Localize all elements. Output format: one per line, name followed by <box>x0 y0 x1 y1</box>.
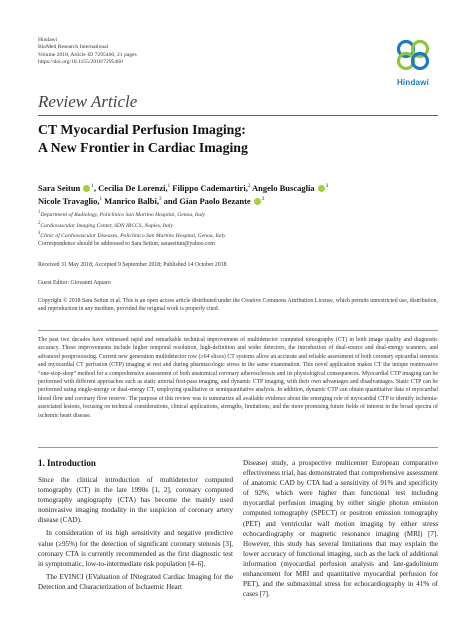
title-line-1: CT Myocardial Perfusion Imaging: <box>38 122 246 137</box>
author-affil-sup: 3 <box>158 197 162 203</box>
abstract: The past two decades have witnessed rapid and remarkable technical improvement of multidetector computed tomography (CT) in both image quality and diagnostic accuracy. These improvements include higher temporal resolution, high-definition and wider detectors, the introduction of dual-source and dual-energy scanners, and advanced postprocessing. Current new generation multidetector row (≥64 slices) CT systems allow an accurate and reliable assessment of both coronary epicardial stenosis and myocardial CT perfusion (CTP) imaging at rest and during pharmacologic stress in the same examination. This novel application makes CT the unique noninvasive “one-stop-shop” method for a comprehensive assessment of both anatomical coronary atherosclerosis and its physiological consequences. Myocardial CTP imaging can be performed with different approaches such as static arterial first-pass imaging, and dynamic CTP imaging, with their own advantages and disadvantages. Static CTP can be performed using single-energy or dual-energy CT, employing qualitative or semiquantitative analysis. In addition, dynamic CTP can obtain quantitative data of myocardial blood flow and coronary flow reserve. The purpose of this review was to summarize all available evidence about the emerging role of myocardial CTP to identify ischemia-associated lesions, focusing on technical considerations, clinical applications, strengths, limitations, and the more promising future fields of interest in the broad spectra of ischemic heart disease. <box>38 337 438 419</box>
affiliation-item: $^2$Cardiovascular Imaging Center, SDN IRCCS, Naples, Italy <box>38 220 173 229</box>
author-list <box>38 181 438 208</box>
orcid-icon[interactable] <box>254 198 261 205</box>
body-paragraph: Since the clinical introduction of multidetector computed tomography (CT) in the late 1990s [1, 2], coronary computed tomography angiography (CTA) has become the mainly used noninvasive imaging modality in the suspicion of coronary artery disease (CAD). <box>38 476 233 525</box>
author-name: and Gian Paolo Bezante <box>161 196 251 207</box>
body-paragraph: Disease) study, a prospective multicenter European comparative effectiveness trial, has demonstrated that comprehensive assessment of anatomic CAD by CTA had a sensitivity of 91% and specificity of 92%, which were higher than functional test including myocardial perfusion imaging by either single photon emission computed tomography (SPECT) or positron emission tomography (PET) and ventricular wall motion imaging by either stress echocardiography or magnetic resonance imaging (MRI) [7]. However, this study has several limitations that may explain the lower accuracy of functional imaging, such as the lack of additional information (myocardial perfusion analysis and late-gadolinium enhancement for MRI and quantitative myocardial perfusion for PET), and the submaximal stress for echocardiography in 41% of cases [7]. <box>243 459 438 599</box>
header-divider <box>38 115 438 116</box>
author-name: , Cecilia De Lorenzi, <box>93 182 168 193</box>
affiliations <box>38 209 226 241</box>
author-affil-sup: 1 <box>167 184 171 189</box>
publisher-name: Hindawi <box>38 37 58 43</box>
title-line-2: A New Frontier in Cardiac Imaging <box>38 140 248 155</box>
copyright-notice: Copyright © 2018 Sara Seitun et al. This is an open access article distributed under the Creative Commons Attribution License, which permits unrestricted use, distribution, and reproduction in any medium, provided the original work is properly cited. <box>38 298 438 312</box>
author-name: Angelo Buscaglia <box>250 182 315 193</box>
article-title <box>38 121 438 157</box>
affiliation-item: $^3$Clinic of Cardiovascular Diseases, Policlinico San Martino Hospital, Genoa, Italy <box>38 231 226 240</box>
orcid-icon[interactable] <box>83 185 90 192</box>
hindawi-logo-text: Hindawi <box>396 78 430 87</box>
orcid-icon[interactable] <box>318 185 325 192</box>
author-affil-sup: 3 <box>261 197 265 203</box>
abstract-top-divider <box>38 330 438 331</box>
hindawi-logo <box>389 38 437 87</box>
author-name: Manrico Balbi, <box>102 196 159 207</box>
body-column-left <box>38 475 233 595</box>
journal-name: BioMed Research International <box>38 44 109 51</box>
abstract-bottom-divider <box>38 447 438 448</box>
author-affil-sup: 2 <box>247 184 251 189</box>
author-name: Nicole Travaglio, <box>38 196 100 207</box>
author-affil-sup: 1 <box>91 184 94 189</box>
guest-editor: Guest Editor: Giovanni Aquaro <box>38 280 111 286</box>
section-heading: 1. Introduction <box>38 458 96 468</box>
body-paragraph: In consideration of its high sensitivity and negative predictive value (≥95%) for the detection of significant coronary stenosis [3], coronary CTA is currently recommended as the first diagnostic test in symptomatic, low-to-intermediate risk population [4–6]. <box>38 529 233 568</box>
author-affil-sup: 1 <box>99 197 103 203</box>
body-column-right <box>243 458 438 602</box>
correspondence: Correspondence should be addressed to Sara Seitun; saraseitun@yahoo.com <box>38 241 215 247</box>
publication-dates: Received 31 May 2018; Accepted 9 September 2018; Published 14 October 2018 <box>38 262 227 268</box>
hindawi-logo-icon <box>395 38 431 72</box>
article-type: Review Article <box>38 92 138 111</box>
affiliation-item: $^1$Department of Radiology, Policlinico San Martino Hospital, Genoa, Italy <box>38 210 206 218</box>
body-paragraph: The EVINCI (EValuation of INtegrated Cardiac Imaging for the Detection and Characterization of Ischaemic Heart <box>38 572 233 591</box>
author-name: Filippo Cademartiri, <box>170 182 248 193</box>
author-affil-sup: 3 <box>325 184 329 189</box>
journal-metadata <box>38 37 137 67</box>
volume-info: Volume 2018, Article ID 7295460, 21 pages <box>38 51 137 58</box>
doi-link[interactable]: https://doi.org/10.1155/2018/7295460 <box>38 59 123 66</box>
author-name: Sara Seitun <box>38 182 81 193</box>
